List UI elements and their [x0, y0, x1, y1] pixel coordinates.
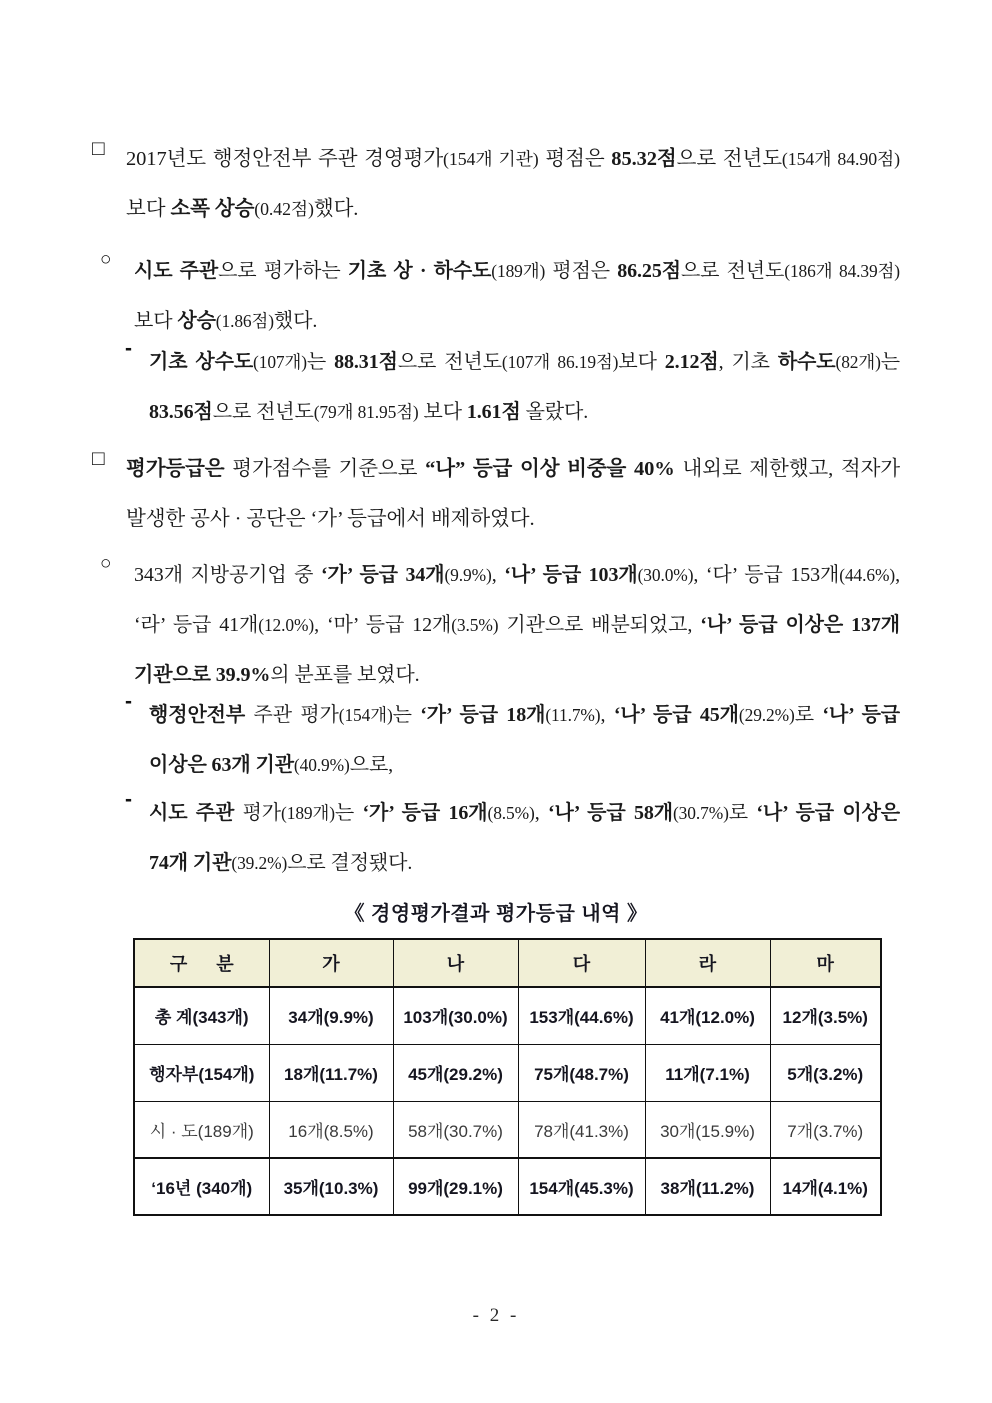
paragraph-block-6 — [125, 690, 900, 790]
page-number: - 2 - — [472, 1305, 520, 1326]
column-header-grade-ra: 라 — [645, 939, 770, 987]
table-row-mois — [134, 1044, 881, 1101]
cell-mois-ga: 18개(11.7%) — [269, 1044, 393, 1101]
column-header-grade-ma: 마 — [770, 939, 881, 987]
row-label-mois: 행자부(154개) — [134, 1044, 269, 1101]
dash-bullet-icon: - — [125, 337, 132, 360]
column-header-category: 구 분 — [134, 939, 269, 987]
cell-sido-ga: 16개(8.5%) — [269, 1101, 393, 1158]
grade-distribution-table — [133, 938, 882, 1216]
cell-2016-ma: 14개(4.1%) — [770, 1158, 881, 1215]
cell-mois-ma: 5개(3.2%) — [770, 1044, 881, 1101]
cell-sido-ra: 30개(15.9%) — [645, 1101, 770, 1158]
circle-bullet-icon: ○ — [100, 249, 112, 270]
table-header-row — [134, 939, 881, 987]
paragraph-text-5: 343개 지방공기업 중 ‘가’ 등급 34개(9.9%), ‘나’ 등급 103개(30.0%), ‘다’ 등급 153개(44.6%), ‘라’ 등급 41개(12.0%), ‘마’ 등급 12개(3.5%) 기관으로 배분되었고, ‘나’ 등급 이상은 137개 기관으로 39.9%의 분포를 보였다. — [134, 564, 900, 686]
paragraph-block-5 — [100, 550, 900, 700]
column-header-grade-da: 다 — [518, 939, 645, 987]
cell-total-ga: 34개(9.9%) — [269, 987, 393, 1044]
paragraph-text-7: 시도 주관 평가(189개)는 ‘가’ 등급 16개(8.5%), ‘나’ 등급 58개(30.7%)로 ‘나’ 등급 이상은 74개 기관(39.2%)으로 결정됐다. — [149, 802, 901, 874]
table-caption: 《 경영평가결과 평가등급 내역 》 — [344, 903, 648, 925]
paragraph-text-1: 2017년도 행정안전부 주관 경영평가(154개 기관) 평점은 85.32점으로 전년도(154개 84.90점)보다 소폭 상승(0.42점)했다. — [126, 148, 900, 220]
cell-mois-da: 75개(48.7%) — [518, 1044, 645, 1101]
cell-sido-na: 58개(30.7%) — [393, 1101, 518, 1158]
cell-2016-da: 154개(45.3%) — [518, 1158, 645, 1215]
dash-bullet-icon-2: - — [125, 690, 132, 713]
column-header-grade-na: 나 — [393, 939, 518, 987]
cell-total-ma: 12개(3.5%) — [770, 987, 881, 1044]
square-bullet-icon: □ — [92, 137, 105, 160]
square-bullet-icon-2: □ — [92, 447, 105, 470]
table-row-2016 — [134, 1158, 881, 1215]
cell-total-ra: 41개(12.0%) — [645, 987, 770, 1044]
dash-bullet-icon-3: - — [125, 788, 132, 811]
table-row-sido — [134, 1101, 881, 1158]
paragraph-block-1 — [92, 134, 900, 234]
row-label-total: 총 계(343개) — [134, 987, 269, 1044]
paragraph-block-7 — [125, 788, 900, 888]
paragraph-text-6: 행정안전부 주관 평가(154개)는 ‘가’ 등급 18개(11.7%), ‘나’ 등급 45개(29.2%)로 ‘나’ 등급 이상은 63개 기관(40.9%)으로, — [149, 704, 901, 776]
cell-mois-ra: 11개(7.1%) — [645, 1044, 770, 1101]
paragraph-block-3 — [125, 337, 900, 437]
paragraph-text-4: 평가등급은 평가점수를 기준으로 “나” 등급 이상 비중을 40% 내외로 제한했고, 적자가 발생한 공사 · 공단은 ‘가’ 등급에서 배제하였다. — [126, 458, 900, 530]
cell-2016-ga: 35개(10.3%) — [269, 1158, 393, 1215]
paragraph-block-2 — [100, 246, 900, 346]
cell-total-da: 153개(44.6%) — [518, 987, 645, 1044]
cell-2016-ra: 38개(11.2%) — [645, 1158, 770, 1215]
row-label-2016: ‘16년 (340개) — [134, 1158, 269, 1215]
row-label-sido: 시 · 도(189개) — [134, 1101, 269, 1158]
column-header-grade-ga: 가 — [269, 939, 393, 987]
cell-2016-na: 99개(29.1%) — [393, 1158, 518, 1215]
cell-mois-na: 45개(29.2%) — [393, 1044, 518, 1101]
cell-total-na: 103개(30.0%) — [393, 987, 518, 1044]
paragraph-text-2: 시도 주관으로 평가하는 기초 상 · 하수도(189개) 평점은 86.25점으로 전년도(186개 84.39점)보다 상승(1.86점)했다. — [134, 260, 900, 332]
paragraph-block-4 — [92, 444, 900, 544]
paragraph-text-3: 기초 상수도(107개)는 88.31점으로 전년도(107개 86.19점)보다 2.12점, 기초 하수도(82개)는 83.56점으로 전년도(79개 81.95점) 보다 1.61점 올랐다. — [149, 351, 901, 423]
table-row-total — [134, 987, 881, 1044]
cell-sido-da: 78개(41.3%) — [518, 1101, 645, 1158]
circle-bullet-icon-2: ○ — [100, 553, 112, 574]
cell-sido-ma: 7개(3.7%) — [770, 1101, 881, 1158]
